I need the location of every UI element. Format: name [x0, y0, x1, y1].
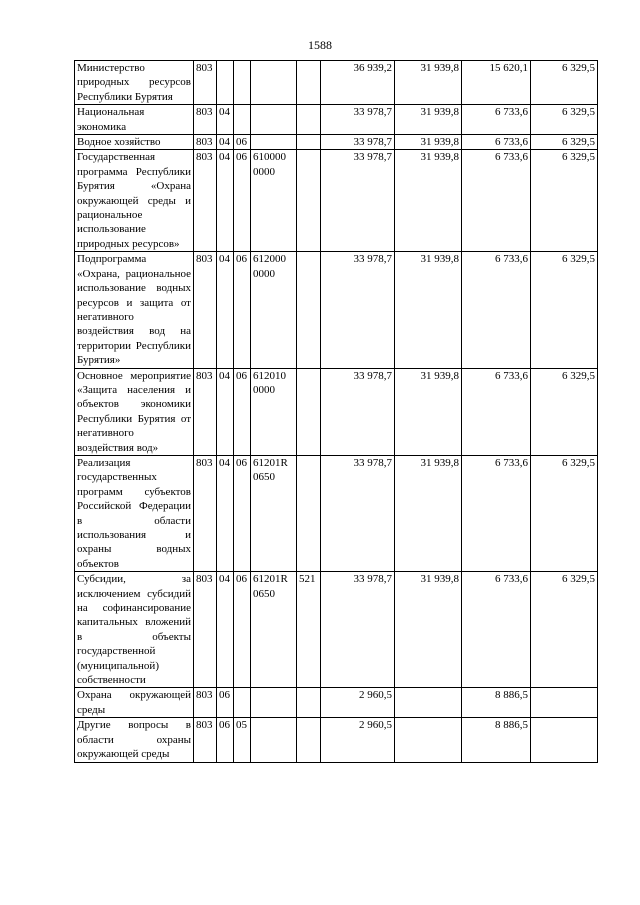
section-code-cell: 04: [217, 455, 234, 571]
target-article-cell: [251, 135, 297, 150]
expense-type-cell: [297, 718, 321, 762]
amount-4-cell: 6 329,5: [531, 252, 598, 368]
grbs-code-cell: 803: [194, 688, 217, 718]
section-code-cell: 04: [217, 368, 234, 455]
item-name-cell: Реализация государственных программ субъектов Российской Федерации в области использования и охраны водных объектов: [75, 455, 194, 571]
grbs-code-cell: 803: [194, 572, 217, 688]
target-article-cell: 61201R 0650: [251, 455, 297, 571]
table-row: [75, 135, 598, 150]
table-row: [75, 688, 598, 718]
amount-2-cell: 31 939,8: [395, 455, 462, 571]
subsection-code-cell: 06: [234, 455, 251, 571]
target-article-cell: 612000 0000: [251, 252, 297, 368]
amount-2-cell: 31 939,8: [395, 105, 462, 135]
amount-3-cell: 15 620,1: [462, 61, 531, 105]
grbs-code-cell: 803: [194, 455, 217, 571]
table-row: [75, 718, 598, 762]
grbs-code-cell: 803: [194, 368, 217, 455]
amount-1-cell: 2 960,5: [321, 718, 395, 762]
item-name-cell: Охрана окружающей среды: [75, 688, 194, 718]
amount-1-cell: 33 978,7: [321, 105, 395, 135]
subsection-code-cell: 06: [234, 572, 251, 688]
table-row: [75, 252, 598, 368]
grbs-code-cell: 803: [194, 718, 217, 762]
amount-4-cell: 6 329,5: [531, 572, 598, 688]
amount-3-cell: 6 733,6: [462, 150, 531, 252]
target-article-cell: 612010 0000: [251, 368, 297, 455]
amount-4-cell: 6 329,5: [531, 455, 598, 571]
amount-3-cell: 6 733,6: [462, 252, 531, 368]
grbs-code-cell: 803: [194, 150, 217, 252]
target-article-cell: [251, 105, 297, 135]
grbs-code-cell: 803: [194, 135, 217, 150]
section-code-cell: 04: [217, 135, 234, 150]
subsection-code-cell: 05: [234, 718, 251, 762]
item-name-cell: Подпрограмма «Охрана, рациональное использование водных ресурсов и защита от негативного воздействия вод на территории Республики Бурятия»: [75, 252, 194, 368]
amount-3-cell: 8 886,5: [462, 718, 531, 762]
expense-type-cell: [297, 368, 321, 455]
amount-3-cell: 8 886,5: [462, 688, 531, 718]
item-name-cell: Национальная экономика: [75, 105, 194, 135]
amount-4-cell: 6 329,5: [531, 135, 598, 150]
amount-3-cell: 6 733,6: [462, 572, 531, 688]
amount-4-cell: 6 329,5: [531, 368, 598, 455]
grbs-code-cell: 803: [194, 61, 217, 105]
amount-2-cell: [395, 688, 462, 718]
amount-2-cell: 31 939,8: [395, 252, 462, 368]
amount-3-cell: 6 733,6: [462, 105, 531, 135]
table-body: [75, 61, 598, 763]
amount-1-cell: 33 978,7: [321, 135, 395, 150]
target-article-cell: [251, 61, 297, 105]
amount-2-cell: [395, 718, 462, 762]
target-article-cell: 610000 0000: [251, 150, 297, 252]
expense-type-cell: [297, 61, 321, 105]
amount-1-cell: 2 960,5: [321, 688, 395, 718]
amount-1-cell: 33 978,7: [321, 368, 395, 455]
subsection-code-cell: [234, 61, 251, 105]
page-number: 1588: [308, 38, 332, 52]
amount-3-cell: 6 733,6: [462, 368, 531, 455]
table-row: [75, 105, 598, 135]
table-row: [75, 455, 598, 571]
target-article-cell: [251, 718, 297, 762]
grbs-code-cell: 803: [194, 105, 217, 135]
amount-4-cell: 6 329,5: [531, 61, 598, 105]
expense-type-cell: [297, 150, 321, 252]
section-code-cell: 04: [217, 572, 234, 688]
expense-type-cell: 521: [297, 572, 321, 688]
amount-4-cell: [531, 688, 598, 718]
amount-1-cell: 33 978,7: [321, 455, 395, 571]
expense-type-cell: [297, 105, 321, 135]
expense-type-cell: [297, 135, 321, 150]
subsection-code-cell: 06: [234, 252, 251, 368]
item-name-cell: Водное хозяйство: [75, 135, 194, 150]
budget-table: [74, 60, 598, 763]
target-article-cell: 61201R 0650: [251, 572, 297, 688]
section-code-cell: 04: [217, 252, 234, 368]
grbs-code-cell: 803: [194, 252, 217, 368]
table-row: [75, 572, 598, 688]
amount-4-cell: 6 329,5: [531, 150, 598, 252]
amount-1-cell: 36 939,2: [321, 61, 395, 105]
amount-3-cell: 6 733,6: [462, 455, 531, 571]
item-name-cell: Субсидии, за исключением субсидий на софинансирование капитальных вложений в объекты государственной (муниципальной) собственности: [75, 572, 194, 688]
item-name-cell: Другие вопросы в области охраны окружающей среды: [75, 718, 194, 762]
section-code-cell: [217, 61, 234, 105]
amount-4-cell: [531, 718, 598, 762]
subsection-code-cell: [234, 105, 251, 135]
amount-2-cell: 31 939,8: [395, 61, 462, 105]
section-code-cell: 06: [217, 688, 234, 718]
section-code-cell: 04: [217, 150, 234, 252]
amount-1-cell: 33 978,7: [321, 150, 395, 252]
item-name-cell: Министерство природных ресурсов Республики Бурятия: [75, 61, 194, 105]
amount-1-cell: 33 978,7: [321, 572, 395, 688]
amount-4-cell: 6 329,5: [531, 105, 598, 135]
amount-2-cell: 31 939,8: [395, 135, 462, 150]
amount-1-cell: 33 978,7: [321, 252, 395, 368]
section-code-cell: 06: [217, 718, 234, 762]
subsection-code-cell: 06: [234, 150, 251, 252]
table-row: [75, 150, 598, 252]
expense-type-cell: [297, 455, 321, 571]
amount-2-cell: 31 939,8: [395, 150, 462, 252]
table-row: [75, 368, 598, 455]
amount-2-cell: 31 939,8: [395, 572, 462, 688]
amount-2-cell: 31 939,8: [395, 368, 462, 455]
item-name-cell: Основное мероприятие «Защита населения и объектов экономики Республики Бурятия от негативного воздействия вод»: [75, 368, 194, 455]
amount-3-cell: 6 733,6: [462, 135, 531, 150]
expense-type-cell: [297, 252, 321, 368]
expense-type-cell: [297, 688, 321, 718]
section-code-cell: 04: [217, 105, 234, 135]
subsection-code-cell: [234, 688, 251, 718]
subsection-code-cell: 06: [234, 368, 251, 455]
table-row: [75, 61, 598, 105]
subsection-code-cell: 06: [234, 135, 251, 150]
item-name-cell: Государственная программа Республики Бурятия «Охрана окружающей среды и рациональное использование природных ресурсов»: [75, 150, 194, 252]
target-article-cell: [251, 688, 297, 718]
